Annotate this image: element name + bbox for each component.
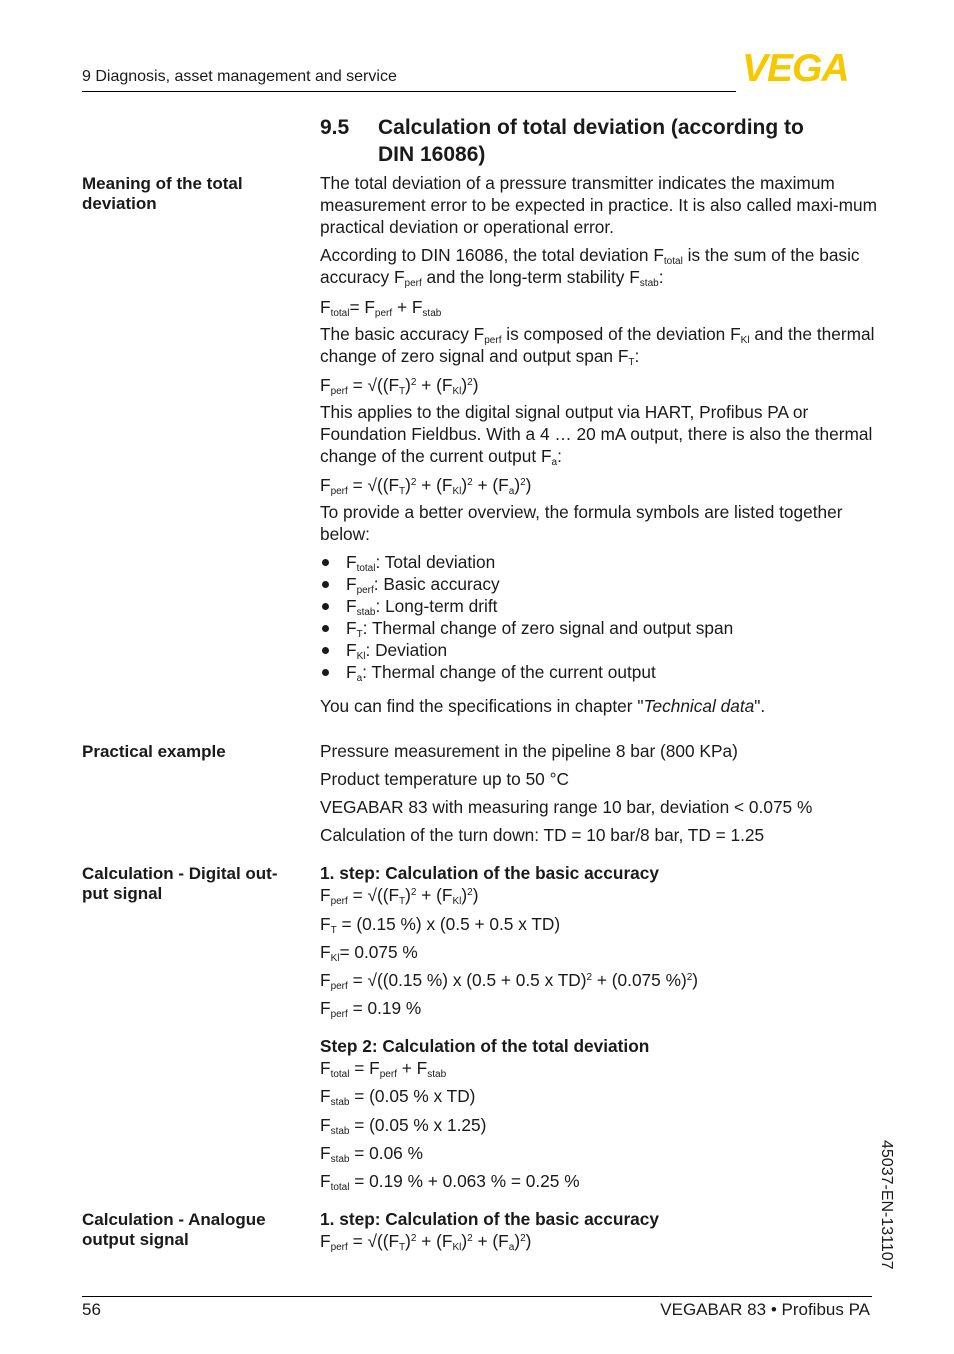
digital-fstab-1: $F_{stab} = (0.05$ % x TD): [320, 1086, 476, 1108]
formula-ftotal: $F_{total}= F_{perf} + F_{stab}$: [320, 297, 442, 319]
digital-step2: Step 2: Calculation of the total deviation: [320, 1036, 650, 1056]
footer-product: VEGABAR 83 • Profibus PA: [660, 1300, 870, 1319]
meaning-p4: The basic accuracy $F_{perf}$ is composed of the deviation $F_{Kl}$ and the thermal change of zero signal and output span $F_T$:: [320, 324, 875, 368]
meaning-p6: This applies to the digital signal output via HART, Profibus PA or Foundation Fieldbus. With a 4 … 20 mA output, there is also the thermal change of the current output $F_a$:: [320, 402, 873, 468]
digital-ft: $F_T = (0.15$ %) x (0.5 + 0.5 x TD): [320, 914, 561, 936]
symbol-item: $F_{Kl}$: Deviation: [320, 639, 880, 661]
meaning-p1: The total deviation of a pressure transmitter indicates the maximum measurement error to be expected in practice. It is also called maxi-mum practical deviation or operational error.: [320, 173, 878, 237]
page-number: 56: [82, 1300, 101, 1319]
meaning-p9: You can find the specifications in chapter "Technical data".: [320, 696, 766, 716]
label-analogue: Calculation - Analogue output signal: [82, 1210, 266, 1249]
symbol-item: $F_{perf}$: Basic accuracy: [320, 573, 880, 595]
meaning-p2: According to DIN 16086, the total deviation $F_{total}$ is the sum of the basic accuracy $F_{perf}$ and the long-term stability $F_{stab}$:: [320, 245, 860, 289]
practical-l1: Pressure measurement in the pipeline 8 bar (800 KPa): [320, 741, 738, 761]
digital-fperf-calc: $F_{perf} = √((0.15$ %) x (0.5 + 0.5 x TD)$^2$ + (0.075 %)$^2$): [320, 970, 699, 992]
footer-rule: [82, 1296, 872, 1297]
meaning-p8: To provide a better overview, the formula symbols are listed together below:: [320, 502, 843, 544]
label-meaning: Meaning of the total deviation: [82, 174, 243, 213]
label-practical: Practical example: [82, 742, 226, 761]
logo-text: VEGA: [742, 50, 849, 84]
label-digital: Calculation - Digital out-put signal: [82, 864, 278, 903]
formula-fperf-1: $F_{perf} = √((F_T)^2 + (F_{Kl})^2)$: [320, 375, 479, 397]
section-title-line1: Calculation of total deviation (according to: [378, 116, 804, 139]
digital-step1: 1. step: Calculation of the basic accuracy: [320, 863, 660, 883]
practical-l2: Product temperature up to 50 °C: [320, 769, 569, 789]
digital-ftotal-val: $F_{total} = 0.19$ % + 0.063 % = 0.25 %: [320, 1171, 580, 1193]
digital-fkl: $F_{Kl}= 0.075$ %: [320, 942, 418, 964]
section-title: [320, 114, 880, 168]
practical-l4: Calculation of the turn down: TD = 10 bar/8 bar, TD = 1.25: [320, 825, 765, 845]
header-rule: [82, 91, 736, 92]
digital-ftotal-formula: $F_{total} = F_{perf} + F_{stab}$: [320, 1058, 447, 1080]
digital-fperf-formula: $F_{perf} = √((F_T)^2 + (F_{Kl})^2)$: [320, 885, 479, 907]
vega-logo: [742, 50, 872, 84]
analogue-fperf-formula: $F_{perf} = √((F_T)^2 + (F_{Kl})^2 + (F_a)^2)$: [320, 1231, 532, 1253]
digital-fstab-3: $F_{stab} = 0.06$ %: [320, 1143, 423, 1165]
symbol-list: [320, 551, 880, 683]
section-number: 9.5: [320, 116, 350, 139]
digital-fstab-2: $F_{stab} = (0.05$ % x 1.25): [320, 1115, 487, 1137]
chapter-header: 9 Diagnosis, asset management and service: [82, 68, 397, 85]
symbol-item: $F_{total}$: Total deviation: [320, 551, 880, 573]
document-id: 45037-EN-131107: [878, 1140, 895, 1270]
digital-fperf-val: $F_{perf} = 0.19$ %: [320, 998, 422, 1020]
section-title-line2: DIN 16086): [378, 143, 486, 166]
symbol-item: $F_a$: Thermal change of the current output: [320, 661, 880, 683]
practical-l3: VEGABAR 83 with measuring range 10 bar, deviation < 0.075 %: [320, 797, 813, 817]
formula-fperf-2: $F_{perf} = √((F_T)^2 + (F_{Kl})^2 + (F_a)^2)$: [320, 475, 532, 497]
symbol-item: $F_T$: Thermal change of zero signal and output span: [320, 617, 880, 639]
symbol-item: $F_{stab}$: Long-term drift: [320, 595, 880, 617]
analogue-step1: 1. step: Calculation of the basic accuracy: [320, 1209, 660, 1229]
